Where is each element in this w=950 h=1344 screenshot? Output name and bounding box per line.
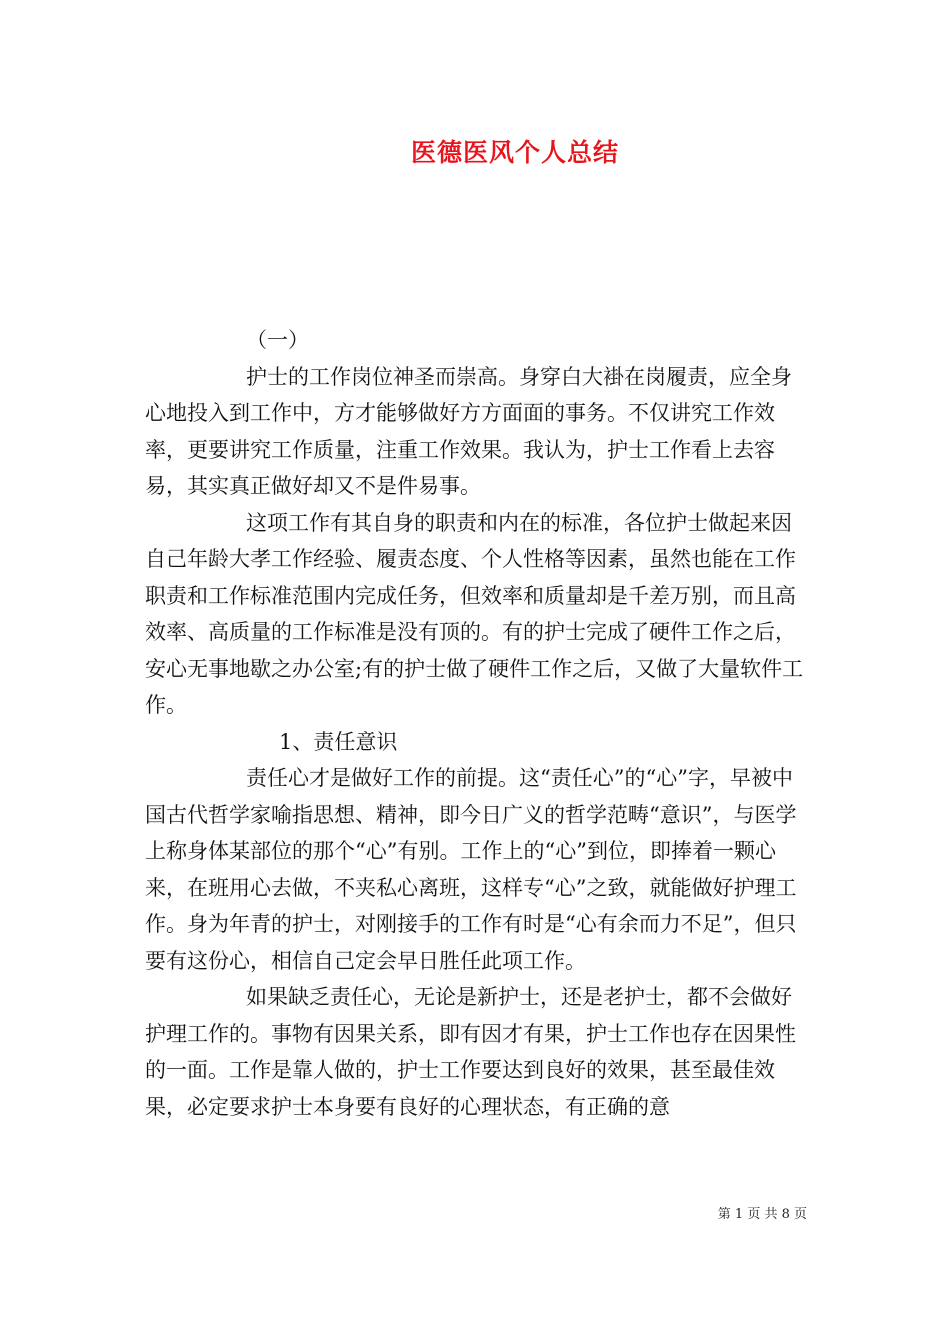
section-heading: 1、责任意识: [279, 729, 398, 754]
paragraph: 责任心才是做好工作的前提。这“责任心”的“心”字，早被中国古代哲学家喻指思想、精神，即今日广义的哲学范畴“意识”，与医学上称身体某部位的那个“心”有别。工作上的“心”到位，即捧着一颗心来，在班用心去做，不夹私心离班，这样专“心”之致，就能做好护理工作。身为年青的护士，对刚接手的工作有时是“心有余而力不足”，但只要有这份心，相信自己定会早日胜任此项工作。: [145, 766, 797, 973]
section-marker: （一）: [246, 328, 309, 352]
page-number: 第 1 页 共 8 页: [717, 1207, 807, 1222]
paragraph: 这项工作有其自身的职责和内在的标准，各位护士做起来因自己年龄大孝工作经验、履责态度、个人性格等因素，虽然也能在工作职责和工作标准范围内完成任务，但效率和质量却是千差万别，而且高效率、高质量的工作标准是没有顶的。有的护士完成了硬件工作之后，安心无事地歇之办公室;有的护士做了硬件工作之后，又做了大量软件工作。: [145, 510, 804, 717]
paragraph: 护士的工作岗位神圣而崇高。身穿白大褂在岗履责，应全身心地投入到工作中，方才能够做好方方面面的事务。不仅讲究工作效率，更要讲究工作质量，注重工作效果。我认为，护士工作看上去容易，其实真正做好却又不是件易事。: [145, 364, 792, 498]
document-body: [145, 322, 810, 1125]
document-title: 医德医风个人总结: [410, 138, 619, 167]
paragraph: 如果缺乏责任心，无论是新护士，还是老护士，都不会做好护理工作的。事物有因果关系，即有因才有果，护士工作也存在因果性的一面。工作是靠人做的，护士工作要达到良好的效果，甚至最佳效果，必定要求护士本身要有良好的心理状态，有正确的意: [145, 985, 796, 1119]
